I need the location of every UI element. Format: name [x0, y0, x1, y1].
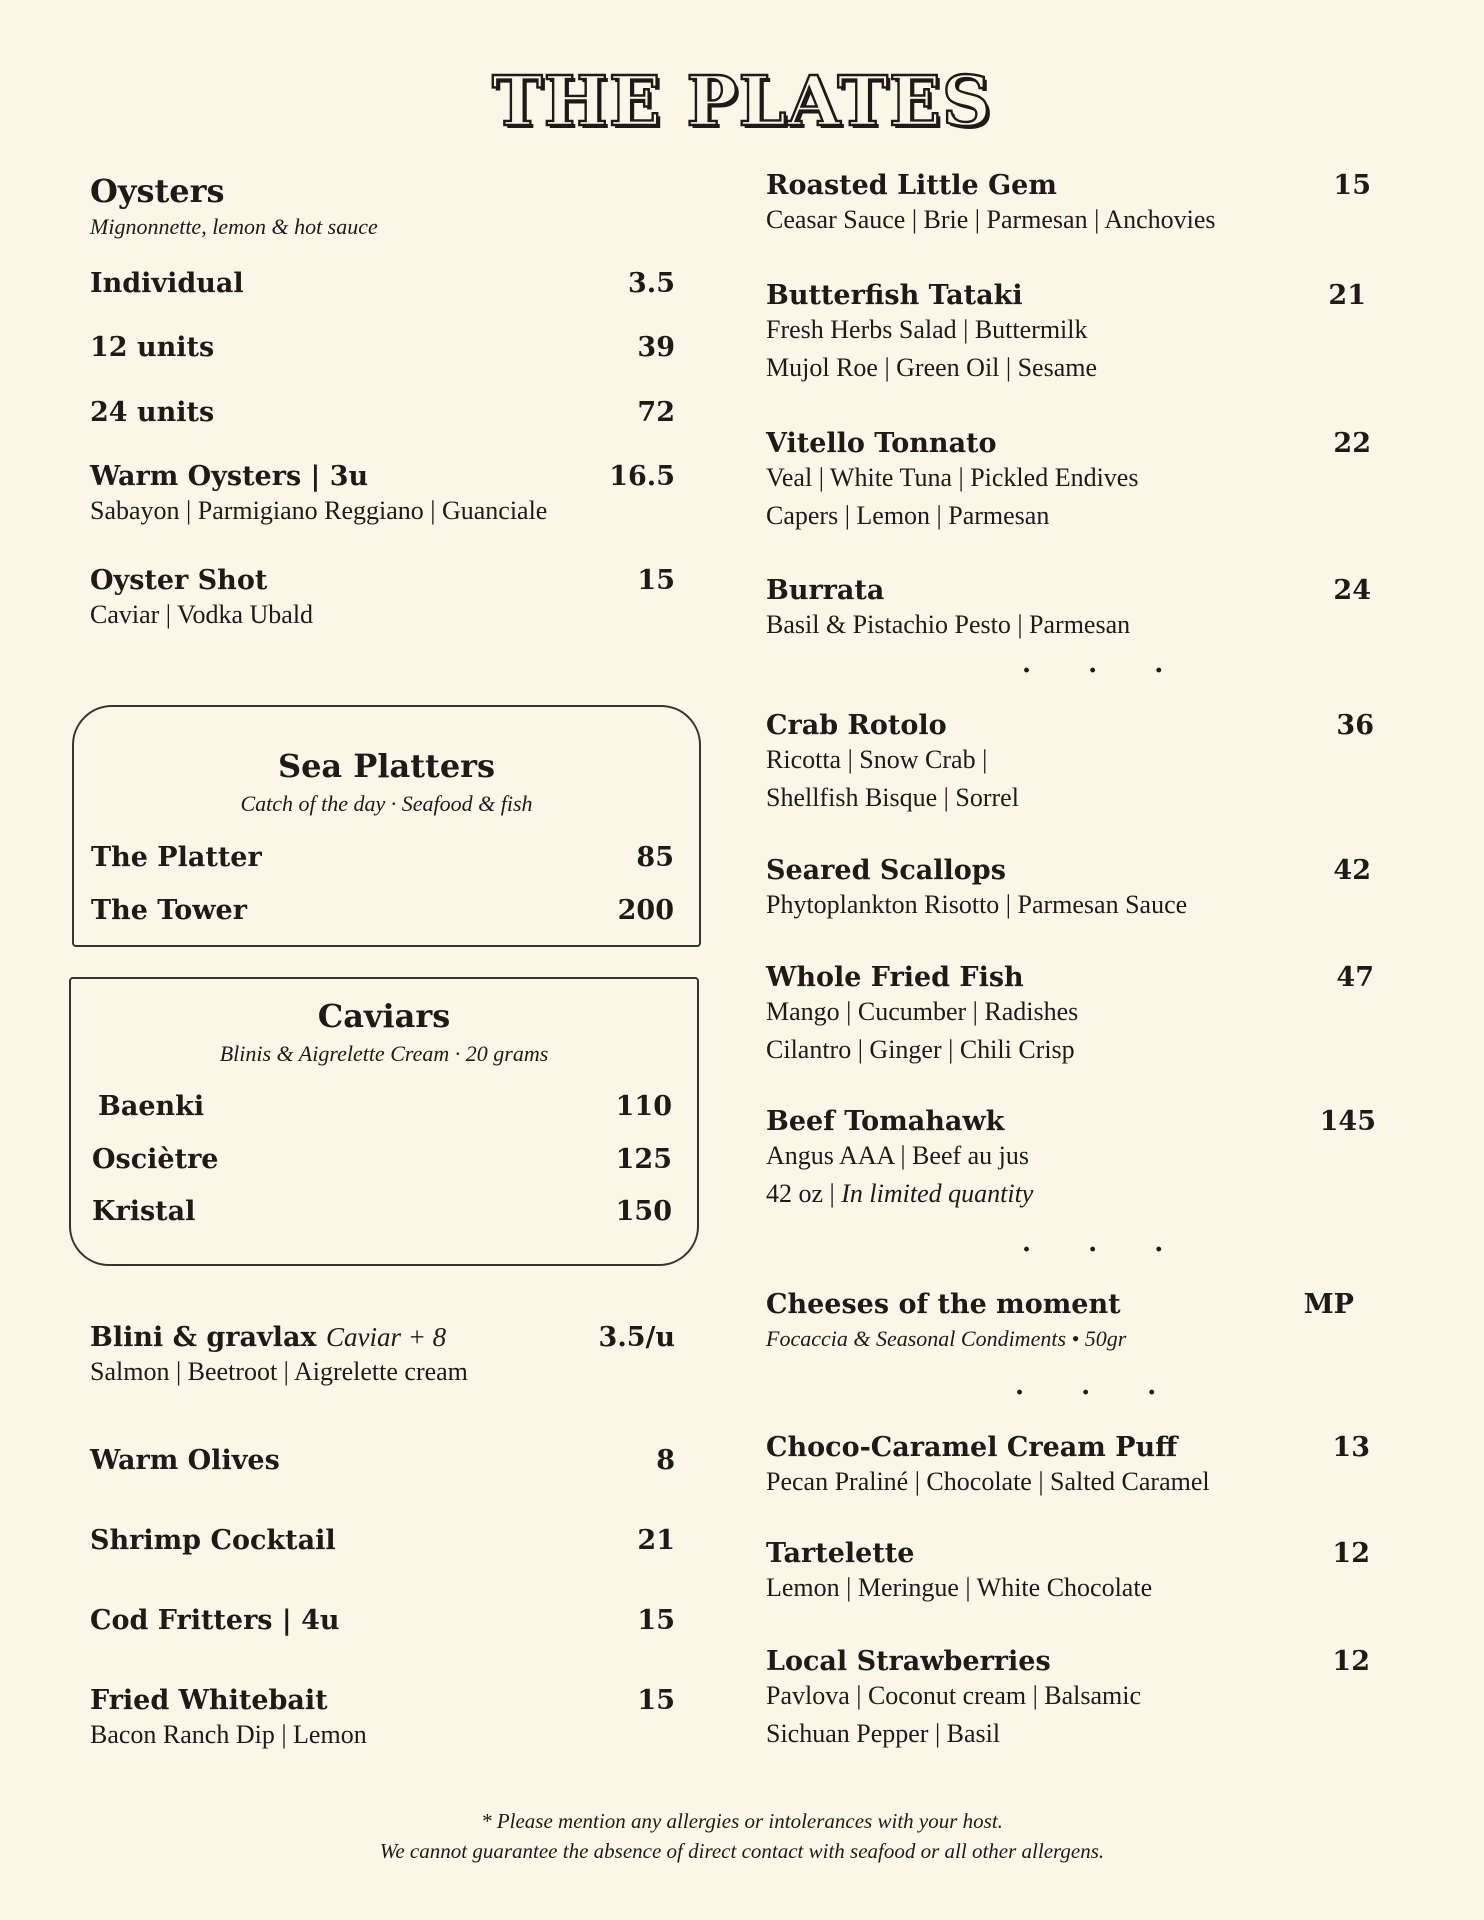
item-description: Bacon Ranch Dip | Lemon	[90, 1720, 367, 1749]
item-price: 15	[1333, 170, 1371, 201]
item-name: Warm Olives	[90, 1445, 280, 1476]
menu-item	[766, 1538, 1370, 1607]
menu-item	[766, 962, 1374, 1069]
item-price: 200	[617, 895, 674, 926]
item-price: 39	[637, 332, 675, 363]
item-price: 3.5	[628, 268, 675, 299]
caviars-box	[69, 977, 699, 1266]
item-description: Ricotta | Snow Crab |	[766, 745, 988, 774]
menu-item	[91, 842, 674, 873]
item-price: 3.5/u	[598, 1322, 675, 1353]
item-price: 47	[1336, 962, 1374, 993]
item-price: 24	[1333, 575, 1371, 606]
item-description: Mujol Roe | Green Oil | Sesame	[766, 353, 1098, 382]
item-name: Seared Scallops	[766, 855, 1006, 886]
item-price: 22	[1333, 428, 1371, 459]
item-name: Baenki	[98, 1091, 205, 1122]
item-name: Choco-Caramel Cream Puff	[766, 1432, 1178, 1463]
separator-dots: · · ·	[1022, 656, 1188, 686]
menu-item	[766, 575, 1371, 644]
menu-item	[766, 855, 1371, 924]
item-price: 21	[1328, 280, 1366, 311]
separator-dots: · · ·	[1022, 1235, 1188, 1265]
item-description: Caviar | Vodka Ubald	[90, 600, 314, 629]
menu-item	[90, 1605, 675, 1636]
item-description: Shellfish Bisque | Sorrel	[766, 783, 1019, 812]
item-name: Vitello Tonnato	[766, 428, 997, 459]
menu-item	[90, 332, 675, 363]
item-description: Angus AAA | Beef au jus	[766, 1141, 1030, 1170]
item-name: Fried Whitebait	[90, 1685, 328, 1716]
item-description: Fresh Herbs Salad | Buttermilk	[766, 315, 1088, 344]
item-price: 36	[1336, 710, 1374, 741]
caviars-heading: Caviars	[317, 997, 451, 1035]
item-name: Warm Oysters | 3u	[90, 461, 369, 492]
item-description: Salmon | Beetroot | Aigrelette cream	[90, 1357, 468, 1386]
menu-item	[90, 397, 675, 428]
menu-item	[90, 461, 675, 530]
sea-platters-subtitle: Catch of the day · Seafood & fish	[240, 791, 533, 816]
menu-item	[90, 268, 675, 299]
item-name: The Platter	[91, 842, 262, 873]
menu-item	[766, 280, 1366, 387]
item-name: The Tower	[91, 895, 247, 926]
item-name: Cod Fritters | 4u	[90, 1605, 340, 1636]
item-price: 85	[636, 842, 674, 873]
item-price: 150	[615, 1196, 672, 1227]
oysters-subtitle: Mignonnette, lemon & hot sauce	[90, 214, 378, 239]
menu-title: THE PLATES	[492, 62, 992, 142]
menu-item	[92, 1144, 672, 1175]
item-description: 42 oz |	[766, 1179, 842, 1208]
item-name: Kristal	[92, 1196, 196, 1227]
item-name: Oyster Shot	[90, 565, 268, 596]
item-name: Osciètre	[92, 1144, 219, 1175]
item-price: 12	[1332, 1646, 1370, 1677]
menu-item	[90, 565, 675, 634]
item-name: Whole Fried Fish	[766, 962, 1024, 993]
item-price: 15	[637, 1685, 675, 1716]
menu-item	[90, 1322, 675, 1391]
menu-item	[766, 1432, 1370, 1501]
item-price: 125	[615, 1144, 672, 1175]
menu-item	[766, 710, 1374, 817]
item-description: Pavlova | Coconut cream | Balsamic	[766, 1681, 1142, 1710]
item-description: Basil & Pistachio Pesto | Parmesan	[766, 610, 1131, 639]
item-description: Cilantro | Ginger | Chili Crisp	[766, 1035, 1075, 1064]
item-name: 24 units	[90, 397, 215, 428]
item-description: Pecan Praliné | Chocolate | Salted Caramel	[766, 1467, 1210, 1496]
menu-item	[766, 1106, 1376, 1213]
menu-item	[766, 428, 1371, 535]
item-name: Crab Rotolo	[766, 710, 947, 741]
item-name: Butterfish Tataki	[766, 280, 1023, 311]
item-name: Shrimp Cocktail	[90, 1525, 336, 1556]
sea-platters-heading: Sea Platters	[277, 747, 496, 785]
item-price: 42	[1333, 855, 1371, 886]
menu-item	[98, 1091, 672, 1122]
item-description: Lemon | Meringue | White Chocolate	[766, 1573, 1153, 1602]
menu-item	[90, 1525, 675, 1556]
item-name: Roasted Little Gem	[766, 170, 1057, 201]
item-price: 13	[1332, 1432, 1370, 1463]
sea-platters-box	[72, 705, 701, 947]
item-name: Beef Tomahawk	[766, 1106, 1005, 1137]
item-price: 15	[637, 1605, 675, 1636]
allergy-notice-line1: * Please mention any allergies or intolerances with your host.	[481, 1809, 1003, 1833]
menu-item	[90, 1445, 675, 1476]
menu-item	[90, 1685, 675, 1754]
item-name: Tartelette	[766, 1538, 915, 1569]
item-name: Blini & gravlax	[90, 1322, 317, 1353]
allergy-notice-line2: We cannot guarantee the absence of direct contact with seafood or all other allergens.	[379, 1839, 1105, 1863]
limited-quantity-note: In limited quantity	[841, 1179, 1034, 1208]
item-price: 72	[637, 397, 675, 428]
item-description: Phytoplankton Risotto | Parmesan Sauce	[766, 890, 1188, 919]
item-price: 16.5	[609, 461, 675, 492]
item-name: Burrata	[766, 575, 885, 606]
oysters-heading: Oysters	[90, 172, 225, 210]
item-name: Local Strawberries	[766, 1646, 1051, 1677]
menu-item	[766, 170, 1371, 239]
item-extra: Caviar + 8	[325, 1322, 447, 1352]
oysters-section	[90, 172, 675, 240]
item-price: 145	[1319, 1106, 1376, 1137]
item-price: 8	[656, 1445, 675, 1476]
item-price: MP	[1303, 1289, 1354, 1320]
item-description: Mango | Cucumber | Radishes	[766, 997, 1079, 1026]
item-name: Individual	[90, 268, 244, 299]
item-price: 110	[615, 1091, 672, 1122]
item-description: Ceasar Sauce | Brie | Parmesan | Anchovies	[766, 205, 1216, 234]
item-name: Cheeses of the moment	[766, 1289, 1121, 1320]
allergy-notice	[0, 1806, 1484, 1866]
item-description: Sichuan Pepper | Basil	[766, 1719, 1001, 1748]
item-description: Sabayon | Parmigiano Reggiano | Guanciale	[90, 496, 548, 525]
item-subtitle: Focaccia & Seasonal Condiments • 50gr	[766, 1326, 1127, 1351]
separator-dots: · · ·	[1015, 1378, 1181, 1408]
item-price: 21	[637, 1525, 675, 1556]
menu-item	[766, 1289, 1354, 1352]
menu-item	[91, 895, 674, 926]
item-name: 12 units	[90, 332, 215, 363]
caviars-subtitle: Blinis & Aigrelette Cream · 20 grams	[219, 1041, 549, 1066]
menu-item	[766, 1646, 1370, 1753]
item-price: 12	[1332, 1538, 1370, 1569]
item-price: 15	[637, 565, 675, 596]
item-description: Veal | White Tuna | Pickled Endives	[766, 463, 1139, 492]
menu-item	[92, 1196, 672, 1227]
item-description: Capers | Lemon | Parmesan	[766, 501, 1050, 530]
